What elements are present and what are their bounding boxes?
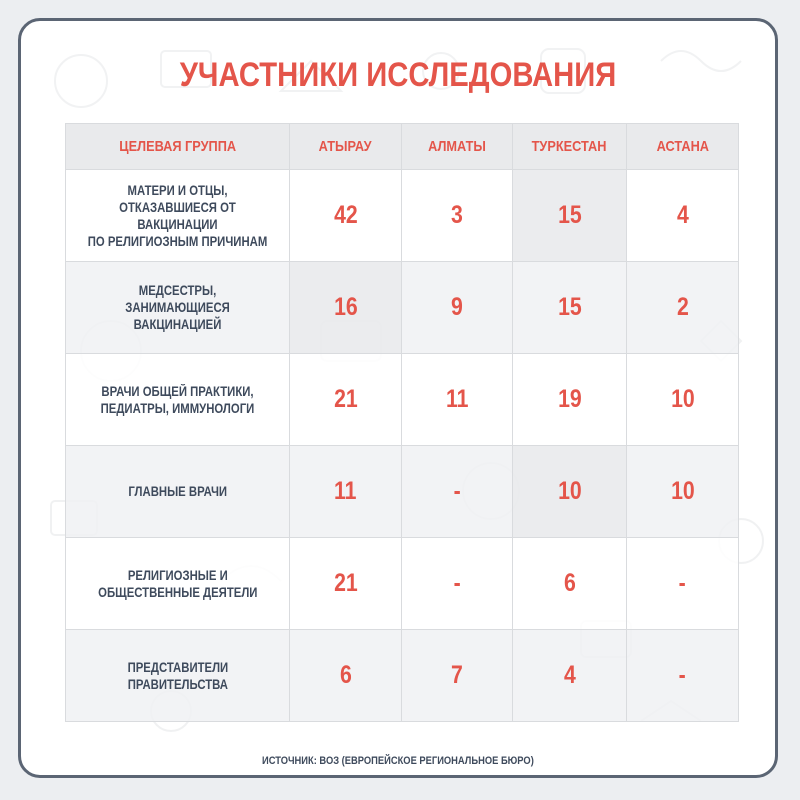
column-header-turkestan: ТУРКЕСТАН [513, 124, 627, 170]
cell-value: 15 [513, 170, 627, 262]
cell-value: 10 [627, 446, 739, 538]
table-row [66, 538, 739, 630]
cell-value: 11 [290, 446, 402, 538]
cell-value: 10 [513, 446, 627, 538]
row-label: ПРЕДСТАВИТЕЛИ ПРАВИТЕЛЬСТВА [66, 630, 290, 722]
table-row [66, 630, 739, 722]
cell-value: 7 [402, 630, 513, 722]
row-label: ГЛАВНЫЕ ВРАЧИ [66, 446, 290, 538]
cell-value: 2 [627, 262, 739, 354]
cell-value: 21 [290, 354, 402, 446]
row-label: МЕДСЕСТРЫ, ЗАНИМАЮЩИЕСЯ ВАКЦИНАЦИЕЙ [66, 262, 290, 354]
cell-value: 4 [627, 170, 739, 262]
source-note: ИСТОЧНИК: ВОЗ (ЕВРОПЕЙСКОЕ РЕГИОНАЛЬНОЕ БЮРО) [262, 755, 534, 767]
cell-value: 6 [290, 630, 402, 722]
cell-value: 6 [513, 538, 627, 630]
infographic-card [18, 18, 778, 778]
cell-value: 21 [290, 538, 402, 630]
column-header-astana: АСТАНА [627, 124, 739, 170]
table-row [66, 170, 739, 262]
cell-value: 42 [290, 170, 402, 262]
cell-value: 15 [513, 262, 627, 354]
column-header-atyrau: АТЫРАУ [290, 124, 402, 170]
cell-value: - [627, 538, 739, 630]
column-header-group: ЦЕЛЕВАЯ ГРУППА [66, 124, 290, 170]
row-label: МАТЕРИ И ОТЦЫ, ОТКАЗАВШИЕСЯ ОТ ВАКЦИНАЦИИ ПО РЕЛИГИОЗНЫМ ПРИЧИНАМ [66, 170, 290, 262]
cell-value: 3 [402, 170, 513, 262]
cell-value: 9 [402, 262, 513, 354]
column-header-almaty: АЛМАТЫ [402, 124, 513, 170]
cell-value: 10 [627, 354, 739, 446]
cell-value: - [402, 446, 513, 538]
cell-value: - [627, 630, 739, 722]
row-label: ВРАЧИ ОБЩЕЙ ПРАКТИКИ, ПЕДИАТРЫ, ИММУНОЛОГИ [66, 354, 290, 446]
cell-value: - [402, 538, 513, 630]
cell-value: 11 [402, 354, 513, 446]
table-row [66, 446, 739, 538]
cell-value: 19 [513, 354, 627, 446]
chart-title: УЧАСТНИКИ ИССЛЕДОВАНИЯ [179, 56, 617, 94]
participants-table [65, 123, 739, 722]
cell-value: 4 [513, 630, 627, 722]
row-label: РЕЛИГИОЗНЫЕ И ОБЩЕСТВЕННЫЕ ДЕЯТЕЛИ [66, 538, 290, 630]
cell-value: 16 [290, 262, 402, 354]
table-row [66, 354, 739, 446]
table-header-row [66, 124, 739, 170]
table-row [66, 262, 739, 354]
